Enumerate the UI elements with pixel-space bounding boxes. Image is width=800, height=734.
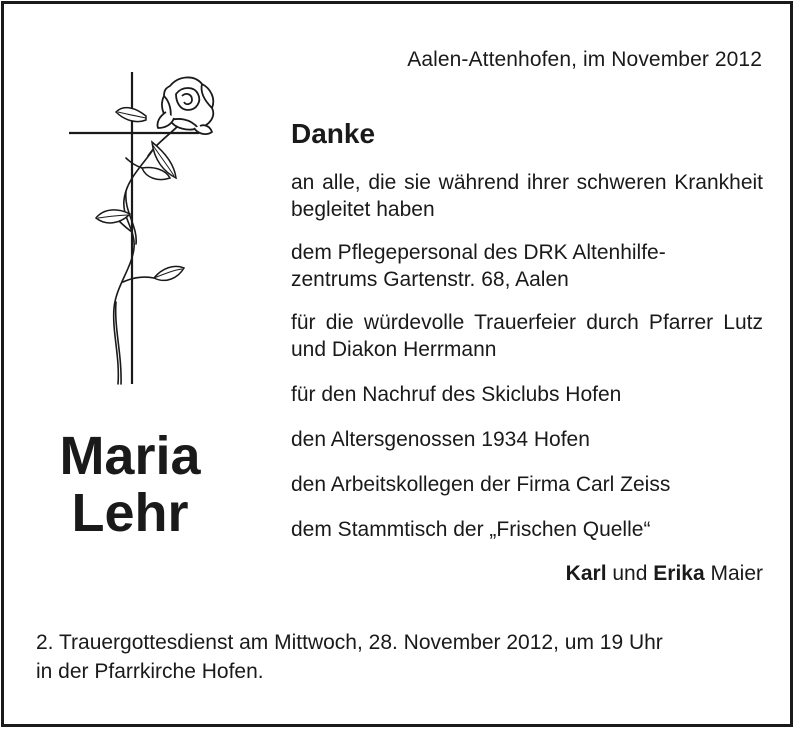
- service-notice: [36, 628, 766, 686]
- deceased-last-name: Lehr: [71, 483, 189, 543]
- thanks-item: für den Nachruf des Skiclubs Hofen: [291, 383, 622, 406]
- cross-with-rose-icon: [66, 72, 226, 387]
- thanks-item-line: zentrums Gartenstr. 68, Aalen: [291, 268, 569, 291]
- place-date: Aalen-Attenhofen, im November 2012: [407, 48, 762, 71]
- thanks-item: dem Stammtisch der „Frischen Quelle“: [291, 518, 651, 541]
- thanks-item-line: dem Pflegepersonal des DRK Altenhilfe-: [291, 241, 666, 264]
- service-notice-line: in der Pfarrkirche Hofen.: [36, 660, 264, 683]
- thanks-heading: Danke: [291, 118, 376, 149]
- thanks-item: [291, 239, 763, 293]
- thanks-item: den Arbeitskollegen der Firma Carl Zeiss: [291, 473, 671, 496]
- thanks-item: für die würdevolle Trauerfeier durch Pfarrer Lutz und Diakon Herrmann: [291, 311, 763, 361]
- thanks-section: [291, 112, 763, 587]
- deceased-first-name: Maria: [59, 426, 201, 486]
- signature-and: und: [612, 562, 648, 585]
- signature-name-2: Erika: [653, 562, 705, 585]
- signature-surname: Maier: [710, 562, 763, 585]
- signature-name-1: Karl: [565, 562, 607, 585]
- service-notice-line: 2. Trauergottesdienst am Mittwoch, 28. November 2012, um 19 Uhr: [36, 631, 663, 654]
- thanks-item: an alle, die sie während ihrer schweren Krankheit begleitet haben: [291, 171, 763, 221]
- signature: [291, 560, 763, 587]
- deceased-name: [30, 428, 230, 542]
- thanks-item: den Altersgenossen 1934 Hofen: [291, 428, 590, 451]
